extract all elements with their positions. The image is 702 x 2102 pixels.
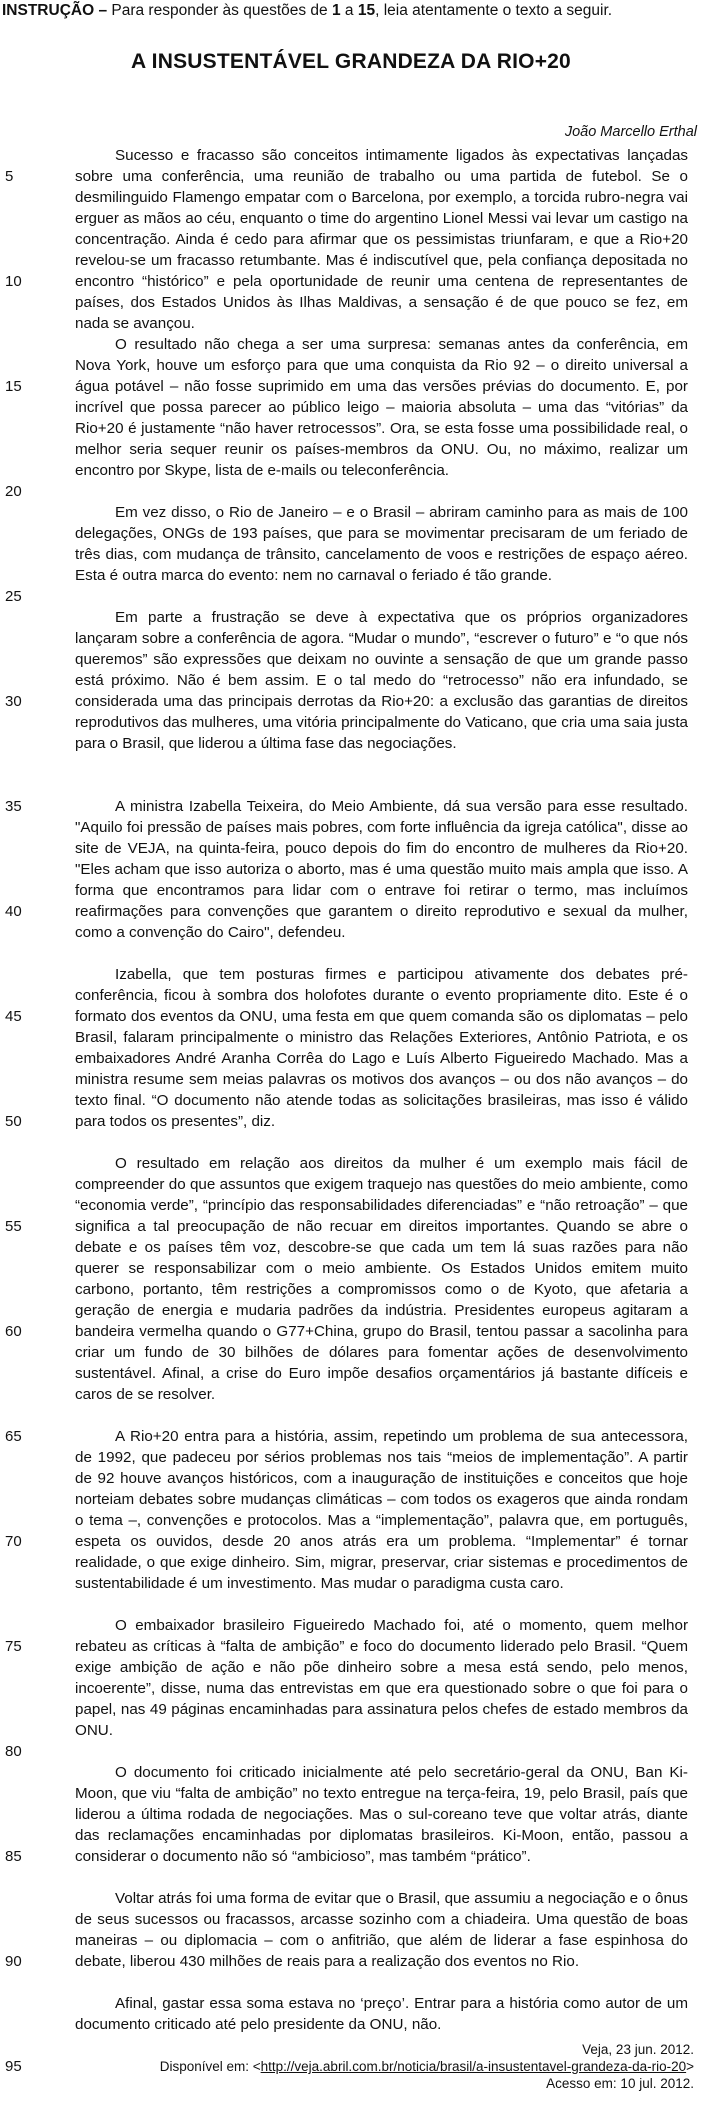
paragraph-2: O resultado não chega a ser uma surpresa: semanas antes da conferência, em Nova York, houve um esforço para que uma conquista da Rio 92 – o direito universal a água potável – não fosse suprimido em uma das versões prévias do documento. E, por incrível que possa parecer ao público leigo – maioria absoluta – uma das “vitórias” da Rio+20 é justamente “não haver retrocessos”. Ora, se esta fosse uma possibilidade real, o melhor seria sequer reunir os países-membros da ONU. Ou, no máximo, realizar um encontro por Skype, lista de e-mails ou teleconferência.: [75, 336, 688, 479]
instruction: [2, 1, 697, 21]
instruction-question-end: 15: [357, 2, 376, 19]
paragraph-6: Izabella, que tem posturas firmes e participou ativamente dos debates pré-conferência, ficou à sombra dos holofotes durante o evento propriamente dito. Este é o formato dos eventos da ONU, uma festa em que quem comanda são os diplomatas – pelo Brasil, falaram principalmente o ministro das Relações Exteriores, Antônio Patriota, e os embaixadores André Aranha Corrêa do Lago e Luís Alberto Figueiredo Machado. Mas a ministra resume sem meias palavras os motivos dos avanços – ou dos não avanços – do texto final. “O documento não atende todas as solicitações brasileiras, mas isso é válido para todos os presentes”, diz.: [75, 966, 688, 1130]
source-suffix: >: [686, 2059, 694, 2074]
paragraph-1: Sucesso e fracasso são conceitos intimamente ligados às expectativas lançadas sobre uma conferência, uma reunião de trabalho ou uma partida de futebol. Se o desmilinguido Flamengo empatar com o Barcelona, por exemplo, a torcida rubro-negra vai erguer as mãos ao céu, enquanto o time do argentino Lionel Messi vai levar um castigo na concentração. Ainda é cedo para afirmar que os pessimistas triunfaram, e que a Rio+20 revelou-se um fracasso retumbante. Mas é indiscutível que, pela confiança depositada no encontro “histórico” e pela oportunidade de reunir uma centena de representantes de países, dos Estados Unidos às Ilhas Maldivas, a sensação é de que pouco se fez, em nada se avançou.: [75, 147, 688, 332]
instruction-text-mid: a: [340, 2, 358, 19]
line-number: 75: [5, 1638, 22, 1655]
paragraph-7: O resultado em relação aos direitos da mulher é um exemplo mais fácil de compreender do que assuntos que exigem traquejo nas questões do meio ambiente, como “economia verde”, “princípio das responsabilidades diferenciadas” e “não retroação” – que significa a tal preocupação de não recuar em direitos importantes. Quando se abre o debate e os países têm voz, descobre-se que cada um tem lá suas razões para não querer se responsabilizar com o meio ambiente. Os Estados Unidos emitem muito carbono, portanto, têm restrições a compromissos como o de Kyoto, que afetaria a geração de energia e mudaria padrões da indústria. Presidentes europeus agitaram a bandeira vermelha quando o G77+China, grupo do Brasil, tentou passar a sacolinha para criar um fundo de 30 bilhões de dólares para fomentar ações de desenvolvimento sustentável. Afinal, a crise do Euro impõe desafios orçamentários já bastante difíceis e caros de se resolver.: [75, 1155, 688, 1403]
line-number: 70: [5, 1533, 22, 1550]
source-link[interactable]: http://veja.abril.com.br/noticia/brasil/a-insustentavel-grandeza-da-rio-20: [260, 2059, 687, 2074]
line-number: 35: [5, 798, 22, 815]
instruction-text: Para responder às questões de: [107, 2, 332, 19]
line-number: 55: [5, 1218, 22, 1235]
article-author: João Marcello Erthal: [564, 124, 697, 140]
instruction-text-end: , leia atentamente o texto a seguir.: [375, 2, 613, 19]
paragraph-8: A Rio+20 entra para a história, assim, repetindo um problema de sua antecessora, de 1992, que padeceu por sérios problemas nos tais “meios de implementação”. A partir de 92 houve avanços históricos, com a inauguração de instituições e conceitos que hoje norteiam debates sobre mudanças climáticas – com todos os exageros que ainda rondam o tema –, convenções e protocolos. Mas a “implementação”, palavra que, em português, espeta os ouvidos, desde 20 anos atrás era um problema. “Implementar” é tornar realidade, o que exige dinheiro. Sim, migrar, preservar, criar sistemas e procedimentos de sustentabilidade é um investimento. Mas mudar o paradigma custa caro.: [75, 1428, 688, 1592]
line-number: 5: [5, 168, 14, 185]
line-number: 15: [5, 378, 22, 395]
line-number: 90: [5, 1953, 22, 1970]
line-number: 20: [5, 483, 22, 500]
paragraph-12: Afinal, gastar essa soma estava no ‘preço’. Entrar para a história como autor de um documento criticado até pelo presidente da ONU, não.: [75, 1995, 688, 2033]
paragraph-4: Em parte a frustração se deve à expectativa que os próprios organizadores lançaram sobre a conferência de agora. “Mudar o mundo”, “escrever o futuro” e “o que nós queremos” são expressões que deixam no ouvinte a sensação de que um grande passo está próximo. Não é bem assim. E o tal medo do “retrocesso” não era infundado, se considerada uma das principais derrotas da Rio+20: a exclusão das garantias de direitos reprodutivos das mulheres, uma vitória principalmente do Vaticano, que cria uma saia justa para o Brasil, que liderou a última fase das negociações.: [75, 609, 688, 752]
line-number: 65: [5, 1428, 22, 1445]
line-number: 95: [5, 2058, 22, 2075]
article-title: A INSUSTENTÁVEL GRANDEZA DA RIO+20: [131, 50, 571, 73]
paragraph-9: O embaixador brasileiro Figueiredo Machado foi, até o momento, quem melhor rebateu as críticas à “falta de ambição” e foco do documento liderado pelo Brasil. “Quem exige ambição de ação e não põe dinheiro sobre a mesa está sendo, pelo menos, incoerente”, disse, numa das entrevistas em que era questionado sobre o que foi para o papel, nas 49 páginas encaminhadas para assinatura pelos chefes de estado membros da ONU.: [75, 1617, 688, 1739]
source-publication: Veja, 23 jun. 2012.: [582, 2042, 694, 2057]
instruction-question-start: 1: [331, 2, 341, 19]
line-number: 60: [5, 1323, 22, 1340]
source-accessed: Acesso em: 10 jul. 2012.: [546, 2076, 694, 2091]
paragraph-11: Voltar atrás foi uma forma de evitar que o Brasil, que assumiu a negociação e o ônus de seus sucessos ou fracassos, arcasse sozinho com a chiadeira. Uma questão de boas maneiras – ou diplomacia – com o anfitrião, que além de liderar a fase espinhosa do debate, liberou 430 milhões de reais para a realização dos eventos no Rio.: [75, 1890, 688, 1970]
line-number: 80: [5, 1743, 22, 1760]
line-number: 45: [5, 1008, 22, 1025]
line-number: 25: [5, 588, 22, 605]
paragraph-3: Em vez disso, o Rio de Janeiro – e o Brasil – abriram caminho para as mais de 100 delegações, ONGs de 193 países, que para se movimentar precisaram de um feriado de três dias, com mudança de trânsito, cancelamento de voos e restrições de espaço aéreo. Esta é outra marca do evento: nem no carnaval o feriado é tão grande.: [75, 504, 688, 584]
line-number: 30: [5, 693, 22, 710]
source-prefix: Disponível em: <: [159, 2059, 261, 2074]
line-number: 40: [5, 903, 22, 920]
source-available: [94, 2058, 694, 2075]
paragraph-5: A ministra Izabella Teixeira, do Meio Ambiente, dá sua versão para esse resultado. "Aquilo foi pressão de países mais pobres, com forte influência da igreja católica", disse ao site de VEJA, na quinta-feira, pouco depois do fim do encontro de mulheres da Rio+20. "Eles acham que isso autoriza o aborto, mas é uma questão muito mais ampla que isso. A forma que encontramos para lidar com o entrave foi retirar o termo, mas incluímos reafirmações para convenções que garantem o direito reprodutivo e sexual da mulher, como a convenção do Cairo", defendeu.: [75, 798, 688, 941]
instruction-label: INSTRUÇÃO –: [2, 2, 108, 19]
paragraph-10: O documento foi criticado inicialmente até pelo secretário-geral da ONU, Ban Ki-Moon, que viu “falta de ambição” no texto entregue na terça-feira, 19, pelo Brasil, país que liderou a última rodada de negociações. Mas o sul-coreano teve que voltar atrás, diante das reclamações encaminhadas por diplomatas brasileiros. Ki-Moon, então, passou a considerar o documento não só “ambicioso”, mas também “prático”.: [75, 1764, 688, 1865]
line-number: 50: [5, 1113, 22, 1130]
line-number: 85: [5, 1848, 22, 1865]
line-number: 10: [5, 273, 22, 290]
